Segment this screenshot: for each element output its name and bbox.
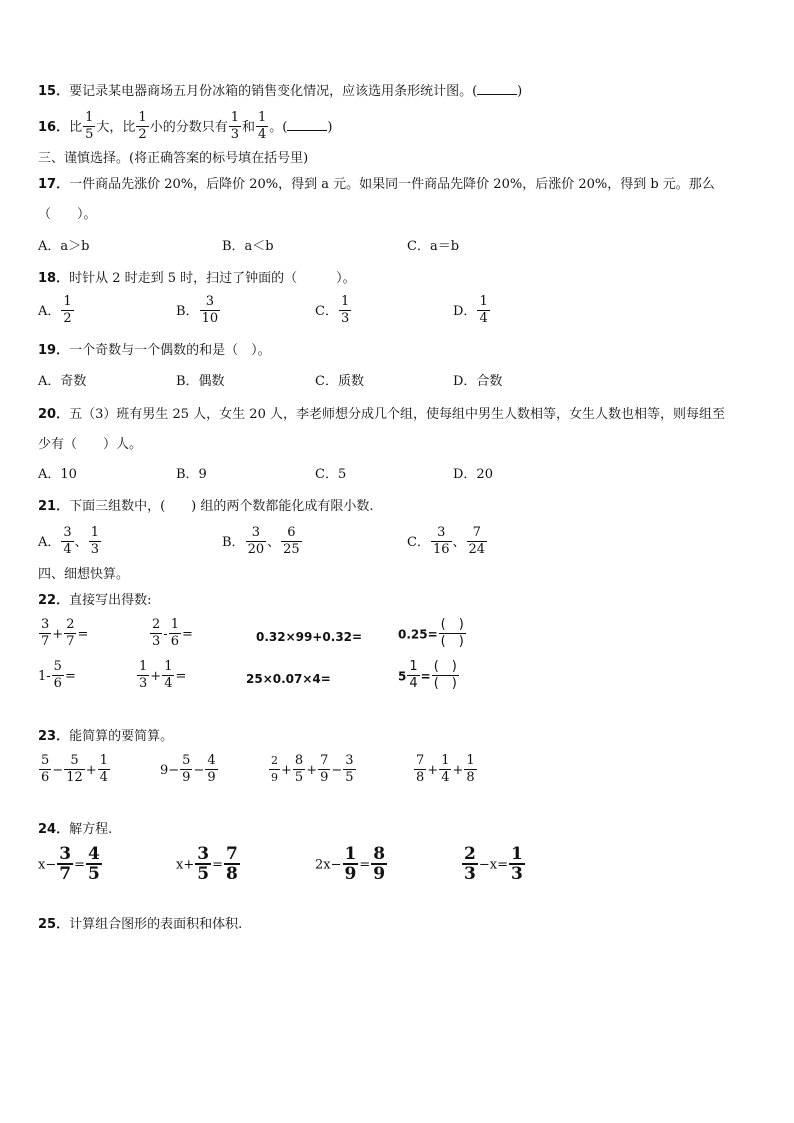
question-19 [38,342,271,360]
fraction [477,295,489,326]
equals: = [74,857,85,873]
numerator: 1 [479,294,488,309]
equation-24-2 [176,844,241,884]
numerator: 1 [510,844,523,864]
equation-24-3 [315,844,388,884]
equation-24-1 [38,844,103,884]
expr-prefix: 2x− [315,857,342,873]
question-22 [38,592,151,610]
numerator: 2 [152,617,161,632]
expr-23-1 [38,755,111,786]
denominator: 6 [170,634,179,649]
numerator: 1 [466,753,475,768]
question-20-cont: 少有（ ）人。 [38,437,143,452]
denominator: 8 [416,770,425,785]
question-25 [38,916,242,934]
option-label: B． [176,304,199,319]
denominator: ( ) [433,676,457,691]
fraction [509,846,525,882]
question-text: 下面三组数中，( ) 组的两个数都能化成有限小数. [69,499,374,514]
denominator: 4 [164,676,173,691]
question-number: 15． [38,84,70,99]
question-number: 20． [38,407,70,422]
question-17-cont: （ ）。 [38,207,97,222]
numerator: ( ) [433,659,457,674]
operator: + [52,627,64,642]
denominator: 10 [201,311,219,326]
denominator: 4 [441,770,450,785]
fraction [269,754,280,785]
expr-prefix: 0.25= [398,627,438,642]
fraction [246,526,267,557]
numerator: 1 [164,659,173,674]
question-text: 计算组合图形的表面积和体积. [69,917,243,932]
operator: − [52,763,64,778]
fraction [137,660,149,691]
expr-22-2a [38,661,76,692]
question-23 [38,728,173,746]
fraction-blank[interactable] [432,660,459,691]
expr-22-1c: 0.32×99+0.32= [256,630,363,644]
option-a[interactable]: A．a＞b [38,239,90,254]
operator: − [193,763,205,778]
fraction [467,526,488,557]
numerator: 7 [225,844,238,864]
denominator: 8 [225,864,238,884]
denominator: 6 [53,676,62,691]
paren: ) [327,120,333,135]
option-b[interactable]: B．a＜b [222,239,274,254]
question-number: 24． [38,822,70,837]
option-d[interactable] [453,296,491,327]
option-label: C． [315,304,338,319]
question-17 [38,176,715,194]
fraction [150,618,162,649]
numerator: 8 [294,753,304,768]
numerator: 2 [464,844,476,864]
expr-prefix: x+ [176,857,195,873]
denominator: 4 [479,311,488,326]
fraction [414,754,426,785]
expr-prefix: x− [38,857,57,873]
question-text: 解方程. [69,822,113,837]
numerator: 3 [41,617,50,632]
numerator: 1 [258,110,267,125]
operator: − [331,763,343,778]
denominator: 9 [182,770,191,785]
section-heading-4: 四、细想快算。 [38,567,130,582]
denominator: 3 [90,542,99,557]
fraction [256,111,268,142]
denominator: 9 [320,770,329,785]
fraction [52,660,64,691]
question-20 [38,406,725,424]
equals: = [181,627,193,642]
denominator: 2 [63,311,72,326]
numerator: 7 [320,753,329,768]
denominator: 24 [468,542,486,557]
option-a[interactable]: A．奇数 [38,374,87,389]
question-number: 18． [38,271,70,286]
fraction [61,295,73,326]
expr-22-1d [398,619,467,650]
option-label: A． [38,535,61,550]
denominator: 3 [340,311,350,326]
fraction [462,846,478,882]
fraction [195,846,211,882]
fraction [39,618,51,649]
numerator: 3 [63,525,72,540]
option-label: C． [407,535,430,550]
numerator: 1 [90,525,99,540]
expr-22-1b [149,619,193,650]
question-16 [38,112,332,143]
fraction [318,754,330,785]
option-b[interactable]: B．9 [176,467,207,482]
question-15 [38,82,522,101]
expr-22-2c: 25×0.07×4= [246,672,331,686]
fraction [57,846,73,882]
option-label: B． [222,535,245,550]
denominator: 7 [59,864,72,884]
expr-prefix: 9− [160,763,180,778]
question-number: 23． [38,729,70,744]
option-b[interactable]: B．偶数 [176,374,225,389]
denominator: 7 [41,634,50,649]
fraction [39,754,51,785]
denominator: 5 [197,864,210,884]
fraction [464,754,476,785]
numerator: 1 [230,110,239,125]
expr-middle: −x= [478,857,508,873]
operator: + [85,763,97,778]
equals: = [175,669,187,684]
question-number: 21． [38,499,70,514]
denominator: 4 [63,542,72,557]
option-c[interactable]: C． $\frac{3}{16}$ 、 $\frac{7}{24}$ [407,525,486,557]
numerator: 4 [87,844,100,864]
fraction [439,754,451,785]
option-b[interactable]: B． $\frac{3}{20}$ 、 $\frac{6}{25}$ [222,525,300,557]
denominator: 4 [99,770,108,785]
denominator: 5 [294,770,304,785]
question-text: 时针从 2 时走到 5 时，扫过了钟面的（ ）。 [69,271,356,286]
numerator: 1 [138,110,147,125]
denominator: 5 [87,864,100,884]
numerator: 2 [66,617,75,632]
equals: = [212,857,223,873]
numerator: 1 [170,617,179,632]
expr-prefix: 5 [398,669,407,684]
fraction [83,111,95,142]
option-label: A． [38,304,61,319]
option-d[interactable]: D．合数 [453,374,503,389]
numerator: 3 [197,844,210,864]
fraction [205,754,217,785]
equation-24-4 [461,844,526,884]
fraction [200,295,221,326]
operator: + [281,763,292,778]
numerator: 5 [182,753,191,768]
fraction [224,846,240,882]
numerator: 1 [85,110,94,125]
denominator: 12 [66,770,83,785]
section-heading-3: 三、谨慎选择。(将正确答案的标号填在括号里) [38,151,309,166]
numerator: 2 [271,754,278,767]
question-text: 一个奇数与一个偶数的和是（ ）。 [69,343,271,358]
numerator: 5 [41,753,50,768]
denominator: 3 [464,864,476,884]
fraction [293,754,305,785]
expr-prefix: 1- [38,669,51,684]
question-21 [38,498,374,516]
question-text: 要记录某电器商场五月份冰箱的销售变化情况，应该选用条形统计图。( [69,84,478,99]
equals: = [420,669,431,684]
numerator: 1 [340,294,350,309]
expr-23-4 [413,755,478,786]
numerator: 1 [409,659,418,674]
expr-22-2b [136,661,186,692]
question-text: 能简算的要简算。 [69,729,174,744]
numerator: 8 [373,844,386,864]
denominator: 9 [271,771,278,784]
fraction [86,846,102,882]
fraction [229,111,241,142]
operator: + [150,669,162,684]
numerator: 7 [416,753,425,768]
fraction [343,846,359,882]
fraction [371,846,387,882]
fraction [98,754,110,785]
option-a[interactable]: A．10 [38,467,77,482]
fraction-bar [269,769,280,770]
fraction-blank[interactable] [439,618,466,649]
denominator: 4 [409,676,418,691]
equals: = [64,669,76,684]
denominator: 25 [283,542,300,557]
expr-22-1a [38,619,88,650]
numerator: 4 [207,753,216,768]
denominator: ( ) [440,634,464,649]
denominator: 4 [258,127,267,142]
denominator: 3 [152,634,161,649]
option-c[interactable]: C．a＝b [407,239,460,254]
option-label: D． [453,304,477,319]
fraction [343,754,355,785]
option-a[interactable]: A． $\frac{3}{4}$ 、 $\frac{1}{3}$ [38,525,99,557]
question-number: 25． [38,917,70,932]
denominator: 3 [139,676,148,691]
option-a[interactable] [38,296,75,327]
operator: + [427,763,439,778]
numerator: 1 [99,753,108,768]
fraction [169,618,181,649]
numerator: 1 [344,844,357,864]
question-number: 16． [38,120,70,135]
numerator: 5 [70,753,79,768]
denominator: 9 [373,864,386,884]
text: 小的分数只有 [149,120,228,135]
question-text: 五（3）班有男生 25 人，女生 20 人，李老师想分成几个组，使每组中男生人数相等，女生人数也相等，则每组至 [69,407,725,422]
fraction [64,618,76,649]
expr-23-2 [160,755,219,786]
denominator: 6 [41,770,50,785]
denominator: 5 [345,770,354,785]
option-c[interactable]: C．5 [315,467,347,482]
fraction [64,754,85,785]
fraction [180,754,192,785]
answer-blank[interactable] [287,118,327,131]
answer-blank[interactable] [477,82,517,95]
numerator: 3 [205,294,214,309]
text: 和 [241,120,255,135]
fraction [407,660,419,691]
denominator: 9 [207,770,216,785]
operator: + [452,763,464,778]
paren: ) [517,84,523,99]
fraction [162,660,174,691]
question-number: 17． [38,177,70,192]
denominator: 5 [85,127,94,142]
question-24 [38,821,112,839]
numerator: ( ) [440,617,464,632]
denominator: 8 [466,770,475,785]
fraction [136,111,148,142]
denominator: 3 [510,864,523,884]
numerator: 6 [287,525,296,540]
denominator: 2 [138,127,147,142]
option-c[interactable]: C．质数 [315,374,364,389]
numerator: 1 [63,294,72,309]
denominator: 20 [247,542,265,557]
fraction [339,295,351,326]
denominator: 9 [344,864,357,884]
fraction [281,526,302,557]
numerator: 3 [345,753,354,768]
expr-22-2d [398,661,460,692]
fraction [89,526,101,557]
operator: + [306,763,318,778]
denominator: 16 [432,542,450,557]
denominator: 7 [66,634,75,649]
question-number: 19． [38,343,70,358]
question-text: 一件商品先涨价 20%，后降价 20%，得到 a 元。如果同一件商品先降价 20%，后涨价 20%，得到 b 元。那么 [69,177,715,192]
option-b[interactable] [176,296,221,327]
equals: = [359,857,371,873]
denominator: 3 [230,127,239,142]
numerator: 3 [59,844,72,864]
numerator: 7 [472,525,481,540]
question-number: 22． [38,593,70,608]
numerator: 5 [53,659,62,674]
text: 。( [269,120,288,135]
operator: - [163,627,168,642]
text: 比 [69,120,83,135]
expr-23-3 [268,755,357,786]
option-d[interactable]: D．20 [453,467,493,482]
numerator: 3 [437,525,446,540]
numerator: 1 [139,659,148,674]
fraction [61,526,73,557]
equals: = [77,627,89,642]
question-18 [38,270,356,288]
text: 大，比 [96,120,136,135]
option-c[interactable] [315,296,352,327]
numerator: 3 [251,525,260,540]
fraction [431,526,452,557]
numerator: 1 [441,753,450,768]
question-text: 直接写出得数: [69,593,152,608]
